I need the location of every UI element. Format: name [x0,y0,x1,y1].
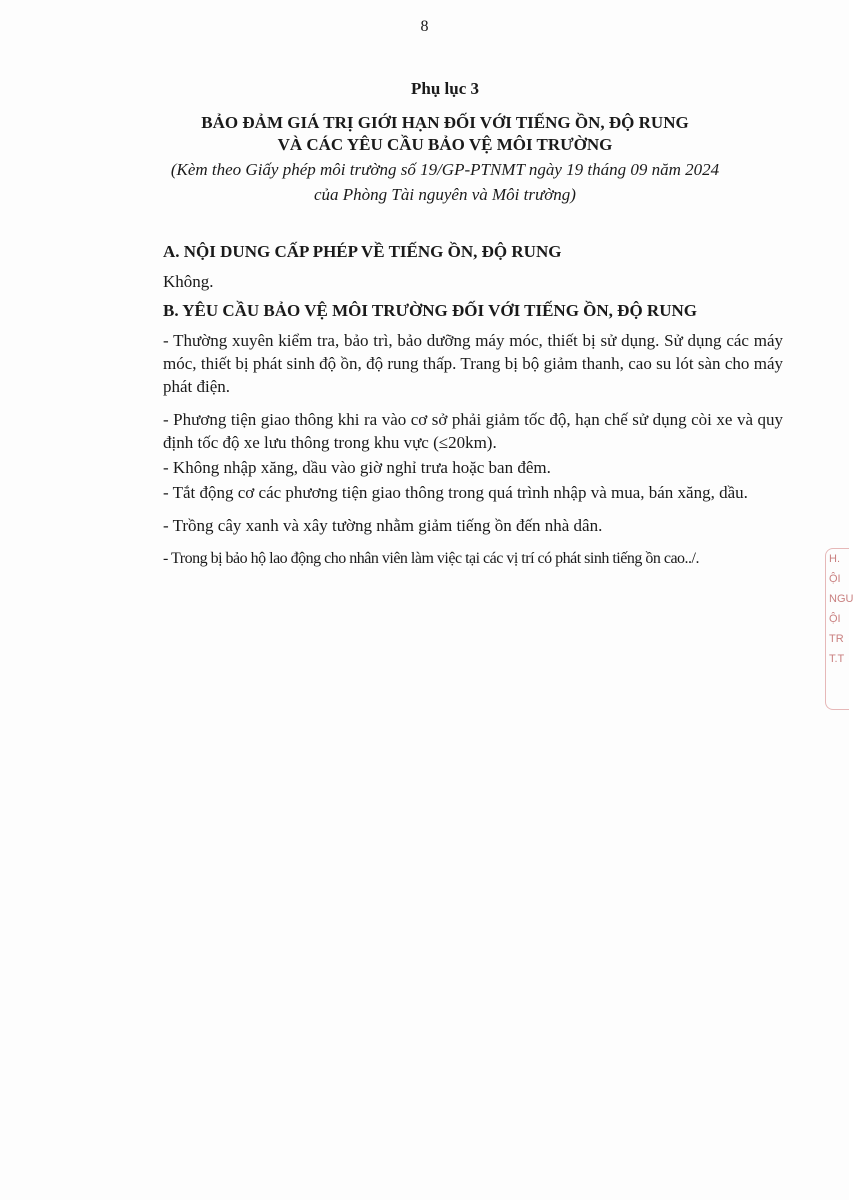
appendix-label: Phụ lục 3 [410,79,480,98]
section-b-item: - Không nhập xăng, dầu vào giờ nghỉ trưa hoặc ban đêm. [163,458,551,477]
main-title-line-2: VÀ CÁC YÊU CẦU BẢO VỆ MÔI TRƯỜNG [277,135,613,154]
section-b-heading: B. YÊU CẦU BẢO VỆ MÔI TRƯỜNG ĐỐI VỚI TIẾNG ỒN, ĐỘ RUNG [163,301,697,320]
main-title-line-1: BẢO ĐẢM GIÁ TRỊ GIỚI HẠN ĐỐI VỚI TIẾNG ỒN, ĐỘ RUNG [201,113,689,132]
stamp-text: ỘI [829,573,841,585]
page-number: 8 [420,18,429,35]
subtitle-line-2: của Phòng Tài nguyên và Môi trường) [314,185,576,204]
section-b-item: - Thường xuyên kiểm tra, bảo trì, bảo dưỡng máy móc, thiết bị sử dụng. Sử dụng các máy móc, thiết bị phát sinh độ ồn, độ rung thấp. Trang bị bộ giảm thanh, cao su lót sàn cho máy phát điện. [163,331,783,396]
section-b-item: - Phương tiện giao thông khi ra vào cơ sở phải giảm tốc độ, hạn chế sử dụng còi xe và quy định tốc độ xe lưu thông trong khu vực (≤20km). [163,410,783,452]
subtitle-line-1: (Kèm theo Giấy phép môi trường số 19/GP-PTNMT ngày 19 tháng 09 năm 2024 [170,160,720,179]
seal-stamp-fragment [825,548,853,710]
section-a-heading: A. NỘI DUNG CẤP PHÉP VỀ TIẾNG ỒN, ĐỘ RUNG [163,242,562,261]
title-block [100,78,790,206]
stamp-text: T.T [829,653,845,665]
section-a-content: Không. [163,272,214,291]
stamp-text: H. [829,553,840,565]
section-b-item: - Trong bị bảo hộ lao động cho nhân viên làm việc tại các vị trí có phát sinh tiếng ồn cao../. [163,550,699,567]
stamp-text: NGU [829,593,853,605]
document-body [163,240,783,580]
stamp-text: ỘI TR [829,613,844,645]
section-b-item: - Trồng cây xanh và xây tường nhằm giảm tiếng ồn đến nhà dân. [163,516,603,535]
section-b-item: - Tắt động cơ các phương tiện giao thông trong quá trình nhập và mua, bán xăng, dầu. [163,483,748,502]
